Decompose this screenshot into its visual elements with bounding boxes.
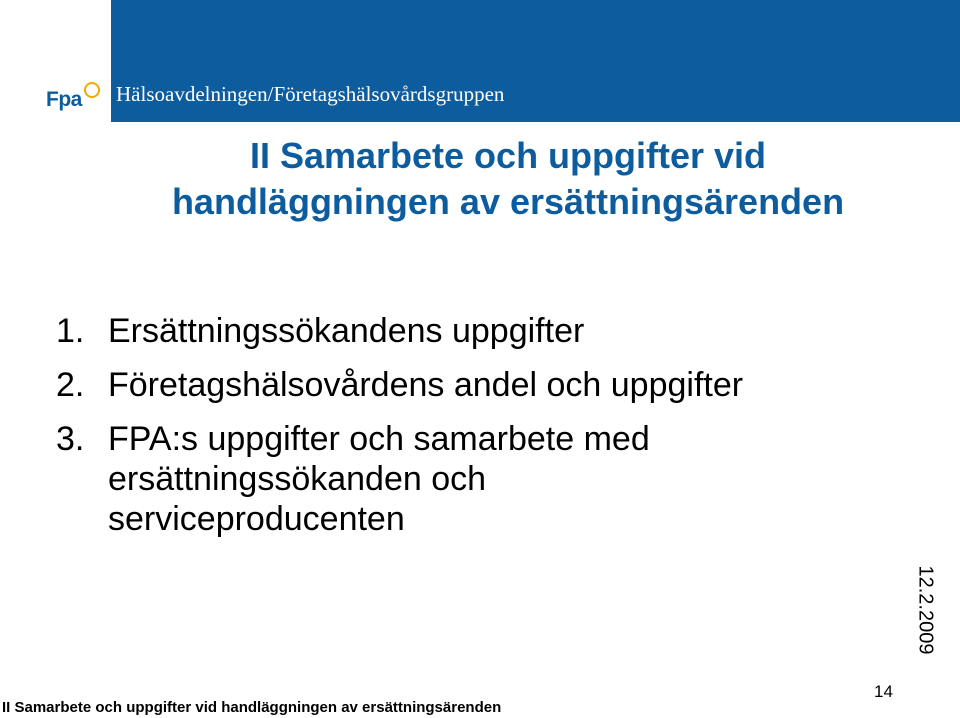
list-item-number: 3.: [56, 420, 85, 458]
slide-date-text: 12.2.2009: [914, 565, 937, 655]
list-item: [56, 365, 896, 405]
logo-text: Fpa: [46, 88, 82, 111]
page-number: 14: [874, 682, 893, 701]
logo-mark-icon: [84, 82, 100, 98]
fpa-logo: [46, 80, 106, 120]
topic-list: [56, 311, 896, 553]
list-item-number: 1.: [56, 312, 85, 350]
slide-date: [895, 560, 955, 660]
list-item-number: 2.: [56, 366, 85, 404]
list-item: [56, 311, 896, 351]
list-item: [56, 419, 896, 539]
list-item-text: [108, 419, 896, 539]
org-name: Hälsoavdelningen/Företagshälsovårdsgruppen: [116, 82, 505, 106]
footer-text: II Samarbete och uppgifter vid handläggningen av ersättningsärenden: [2, 699, 502, 716]
list-item-line: ersättningssökanden och: [108, 460, 487, 498]
slide-title: [78, 133, 938, 225]
slide-title-line: II Samarbete och uppgifter vid: [249, 135, 767, 176]
list-item-line: Ersättningssökandens uppgifter: [108, 312, 585, 350]
list-item-line: FPA:s uppgifter och samarbete med: [108, 420, 650, 458]
list-item-text: [108, 365, 896, 405]
list-item-line: serviceproducenten: [108, 500, 405, 538]
list-item-line: Företagshälsovårdens andel och uppgifter: [108, 366, 744, 404]
list-item-text: [108, 311, 896, 351]
slide-title-line: handläggningen av ersättningsärenden: [171, 181, 845, 222]
